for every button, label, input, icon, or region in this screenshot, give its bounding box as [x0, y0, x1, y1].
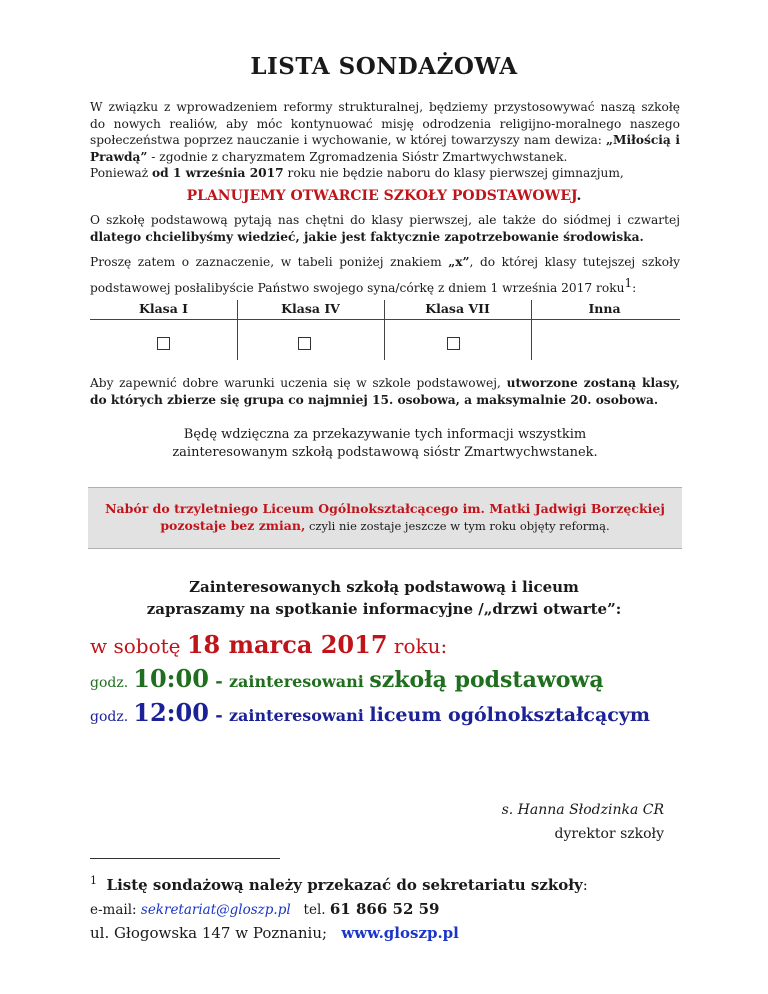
open-day-date-value: 18 marca 2017	[186, 630, 388, 659]
motto: „Miłością i Prawdą”	[90, 133, 681, 164]
notice-post: roku nie będzie naboru do klasy pierwszej gimnazjum,	[283, 166, 624, 180]
slot2-time: 12:00	[133, 698, 209, 727]
date-post: roku:	[387, 634, 448, 658]
box-red-line-1: Nabór do trzyletniego Liceum Ogólnokształcącego im. Matki Jadwigi Borzęckiej	[105, 501, 665, 516]
slot1-time: 10:00	[133, 664, 209, 693]
date-pre: w sobotę	[90, 634, 187, 658]
address-text: ul. Głogowska 147 w Poznaniu;	[90, 924, 328, 942]
slot2-godz: godz.	[90, 709, 129, 725]
slot1-dash: -	[208, 671, 229, 692]
table-header-inna: Inna	[588, 301, 621, 316]
conditions-text: Aby zapewnić dobre warunki uczenia się w szkole podstawowej,	[90, 376, 507, 390]
signature-role: dyrektor szkoły	[554, 826, 664, 842]
slot1-godz: godz.	[90, 675, 129, 691]
slot2-dash: -	[208, 705, 229, 726]
checkbox-klasa-iv[interactable]	[298, 337, 311, 350]
request-text-a: Proszę zatem o zaznaczenie, w tabeli poniżej znakiem	[90, 255, 449, 269]
thanks-line-2: zainteresowanym szkołą podstawową sióstr Zmartwychwstanek.	[172, 445, 598, 460]
footnote-colon: :	[582, 876, 588, 894]
request-text-c: :	[632, 281, 637, 296]
tel-label: tel.	[303, 902, 330, 918]
footnote-address	[90, 924, 459, 942]
thanks-paragraph	[90, 426, 680, 462]
email-label: e-mail:	[90, 902, 141, 918]
page-title: LISTA SONDAŻOWA	[250, 53, 518, 80]
open-day-date	[90, 630, 447, 659]
request-mark: „x”	[448, 255, 470, 269]
slot-primary-school	[90, 664, 604, 693]
notice-box-text	[88, 500, 682, 535]
notice-paragraph	[90, 165, 680, 182]
tel-number: 61 866 52 59	[329, 900, 440, 918]
checkbox-klasa-i[interactable]	[157, 337, 170, 350]
invite-line-1: Zainteresowanych szkołą podstawową i liceum	[189, 578, 579, 596]
high-school-notice-box	[88, 487, 682, 549]
request-paragraph	[90, 252, 680, 299]
planned-heading	[0, 188, 768, 204]
table-header-rule	[90, 319, 680, 320]
conditions-bold: utworzone zostaną klasy, do których zbierze się grupa co najmniej 15. osobowa, a maksymalnie 20. osobowa.	[90, 376, 680, 407]
website-link[interactable]: www.gloszp.pl	[341, 924, 459, 942]
inquiry-text: O szkołę podstawową pytają nas chętni do klasy pierwszej, ale także do siódmej i czwartej	[90, 213, 680, 227]
footnote-number: 1	[90, 874, 97, 887]
table-header-klasa-i: Klasa I	[138, 301, 189, 316]
footnote-separator	[90, 858, 280, 859]
intro-text-a: W związku z wprowadzeniem reformy strukturalnej, będziemy przystosowywać naszą szkołę do nowych realiów, aby móc kontynuować misję odrodzenia religijno-moralnego naszego społeczeństwa poprzez nauczanie i wychowanie, w której towarzyszy nam dewiza:	[90, 100, 680, 147]
footnote-ref: 1	[624, 276, 633, 290]
footnote-text: Listę sondażową należy przekazać do sekretariatu szkoły	[106, 876, 583, 894]
table-header-klasa-vii: Klasa VII	[425, 301, 490, 316]
planned-dot: .	[576, 188, 582, 204]
planned-text: PLANUJEMY OTWARCIE SZKOŁY PODSTAWOWEJ	[186, 188, 577, 204]
inquiry-paragraph	[90, 212, 680, 245]
footnote-line	[90, 874, 588, 894]
footnote-contact	[90, 900, 439, 918]
intro-paragraph	[90, 99, 680, 165]
slot1-big: szkołą podstawową	[369, 667, 604, 693]
class-survey-table	[90, 300, 680, 360]
table-header-klasa-iv: Klasa IV	[281, 301, 340, 316]
notice-pre: Ponieważ	[90, 166, 152, 180]
thanks-line-1: Będę wdzięczna za przekazywanie tych informacji wszystkim	[183, 427, 587, 442]
slot2-label: zainteresowani	[228, 706, 370, 725]
box-red-line-2: pozostaje bez zmian,	[160, 518, 306, 533]
invite-line-2: zapraszamy na spotkanie informacyjne /„drzwi otwarte”:	[146, 600, 622, 618]
intro-text-b: - zgodnie z charyzmatem Zgromadzenia Sióstr Zmartwychwstanek.	[147, 149, 568, 164]
notice-date: od 1 września 2017	[152, 166, 284, 180]
checkbox-klasa-vii[interactable]	[447, 337, 460, 350]
email-link[interactable]: sekretariat@gloszp.pl	[140, 902, 291, 918]
inquiry-bold: dlatego chcielibyśmy wiedzieć, jakie jest faktycznie zapotrzebowanie środowiska.	[90, 229, 644, 244]
slot1-label: zainteresowani	[228, 672, 370, 691]
slot-high-school	[90, 698, 650, 727]
conditions-paragraph	[90, 375, 680, 408]
signature-name: s. Hanna Słodzinka CR	[501, 802, 664, 818]
request-text-b: , do której klasy tutejszej szkoły podstawowej posłalibyście Państwo swojego syna/córkę z dniem 1 września 2017 roku	[90, 255, 680, 296]
slot2-big: liceum ogólnokształcącym	[369, 704, 651, 726]
box-rest: czyli nie zostaje jeszcze w tym roku objęty reformą.	[305, 519, 610, 533]
